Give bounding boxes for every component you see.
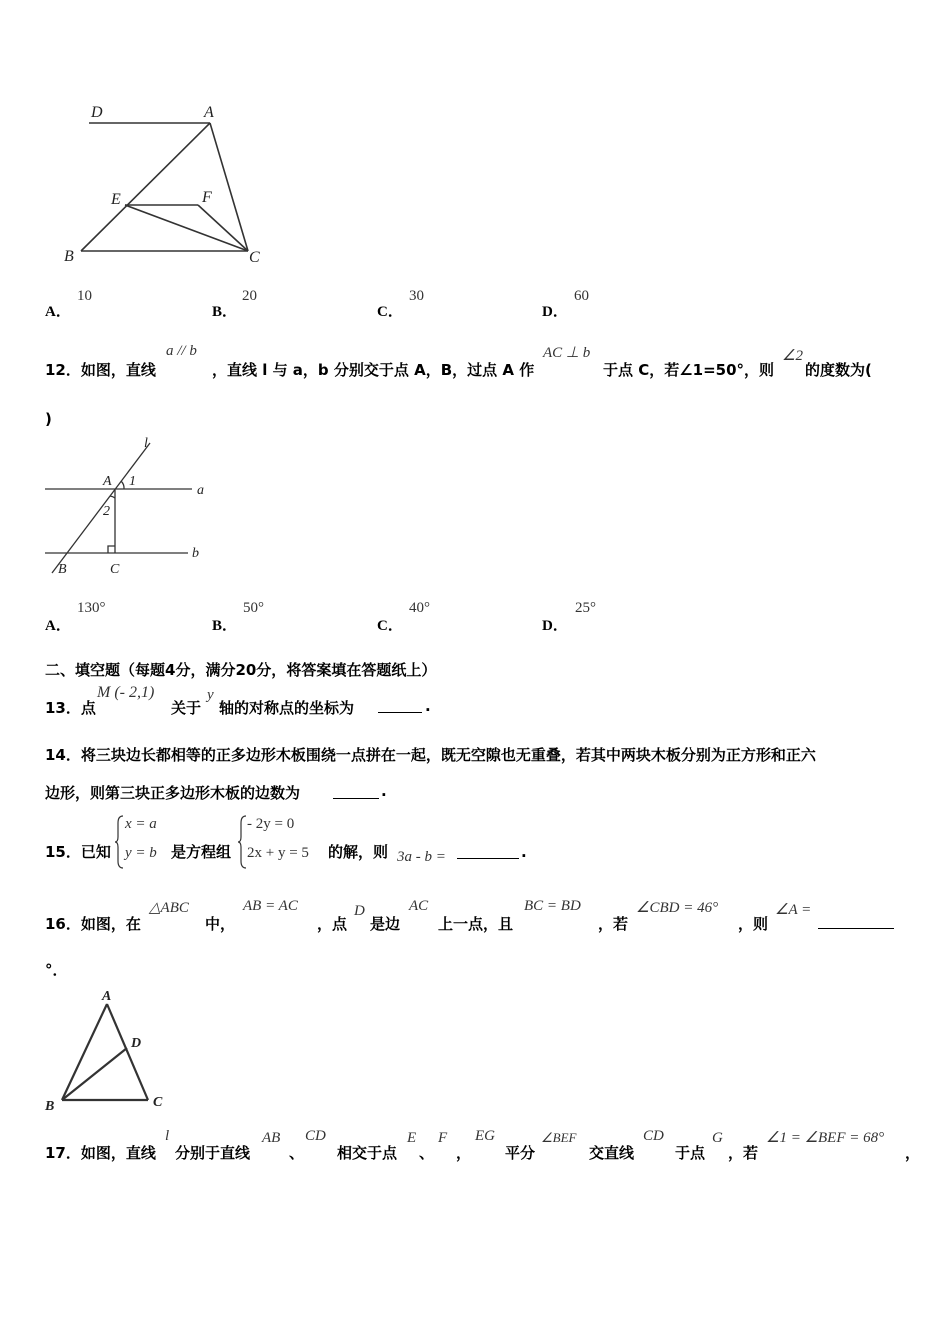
q16-math-5: BC = BD — [524, 898, 581, 914]
q17-text-10: ，若 — [728, 1144, 759, 1162]
label-c-point: C — [110, 562, 120, 577]
q17-math-8: CD — [643, 1128, 664, 1144]
q11-option-d-value: 60 — [574, 288, 589, 304]
label-line-b: b — [192, 546, 199, 561]
q17-math-4: E — [407, 1130, 417, 1146]
label-a: A — [102, 989, 112, 1004]
q12-option-c-letter: C． — [377, 618, 403, 634]
label-c: C — [153, 1095, 163, 1110]
label-angle-2: 2 — [103, 504, 110, 519]
q13-text-1: 13．点 — [45, 699, 96, 717]
q12-option-b-value: 50° — [243, 600, 264, 616]
q12-option-b-letter: B． — [212, 618, 238, 634]
q12-option-d-letter: D． — [542, 618, 568, 634]
q17-text-8: 交直线 — [589, 1144, 635, 1162]
question-13 — [45, 682, 545, 718]
q11-option-d-letter: D． — [542, 304, 568, 320]
q17-math-9: G — [712, 1130, 723, 1146]
q15-text-2: 是方程组 — [171, 843, 232, 861]
line-ab — [81, 123, 210, 251]
q11-option-c-value: 30 — [409, 288, 424, 304]
q16-math-6: ∠CBD = 46° — [636, 900, 719, 916]
q15-system-1-eq-2: y = b — [125, 845, 157, 861]
q16-math-1: △ABC — [149, 900, 189, 916]
question-17 — [45, 1126, 925, 1166]
q15-answer-blank — [457, 858, 519, 859]
q13-text-end: . — [425, 697, 431, 715]
section-heading: 二、填空题（每题4分，满分20分，将答案填在答题纸上） — [45, 661, 437, 679]
q17-math-5: F — [438, 1130, 448, 1146]
line-ab — [62, 1004, 107, 1100]
q17-text-2: 分别于直线 — [175, 1144, 251, 1162]
q16-text-1: 16．如图，在 — [45, 915, 141, 933]
question-16 — [45, 897, 915, 977]
q13-text-2: 关于 — [171, 699, 202, 717]
label-line-a: a — [197, 483, 204, 498]
label-a-point: A — [103, 474, 112, 489]
line-bd — [62, 1048, 127, 1100]
question-15 — [45, 813, 645, 871]
q15-math-1: 3a - b = — [397, 849, 446, 865]
q16-answer-blank — [818, 928, 894, 929]
q15-system-2-eq-1: - 2y = 0 — [247, 816, 295, 832]
q17-text-7: 平分 — [505, 1144, 536, 1162]
angle-2-arc — [110, 496, 115, 498]
line-ac — [107, 1004, 148, 1100]
q12-text-4: 的度数为( — [805, 361, 872, 379]
q11-option-c-letter: C． — [377, 304, 403, 320]
label-angle-1: 1 — [129, 474, 136, 489]
q12-text-5: ) — [45, 410, 52, 428]
figure-q16 — [40, 987, 180, 1115]
label-c: C — [249, 249, 260, 266]
q16-text-5: 上一点，且 — [438, 915, 514, 933]
q16-line-2: °． — [45, 961, 68, 979]
q17-math-3: CD — [305, 1128, 326, 1144]
q16-math-3: D — [354, 903, 365, 919]
q12-options — [45, 600, 745, 634]
q14-line-2: 边形，则第三块正多边形木板的边数为 — [45, 784, 301, 802]
q13-text-3: 轴的对称点的坐标为 — [219, 699, 355, 717]
q12-text-3: 于点 C，若∠1=50°，则 — [603, 361, 775, 379]
q17-text-11: ， — [905, 1144, 921, 1162]
q17-text-4: 相交于点 — [337, 1144, 398, 1162]
q16-text-7: ，则 — [738, 915, 769, 933]
label-d: D — [91, 104, 103, 121]
q17-math-10: ∠1 = ∠BEF = 68° — [766, 1130, 885, 1146]
q14-answer-blank — [333, 798, 379, 799]
label-a: A — [204, 104, 214, 121]
q13-answer-blank — [378, 712, 422, 713]
q11-option-b-value: 20 — [242, 288, 257, 304]
q12-text-1: 12．如图，直线 — [45, 361, 156, 379]
q16-text-2: 中， — [205, 915, 236, 933]
q17-text-5: 、 — [419, 1144, 435, 1162]
label-b: B — [64, 248, 74, 265]
q12-math-3: ∠2 — [782, 348, 803, 364]
q16-math-4: AC — [409, 898, 429, 914]
q12-option-a-letter: A． — [45, 618, 71, 634]
angle-1-arc — [121, 481, 124, 489]
q16-text-3: ，点 — [317, 915, 348, 933]
line-ec — [125, 205, 248, 251]
label-b: B — [45, 1099, 55, 1114]
label-d: D — [131, 1036, 142, 1051]
q17-math-7: ∠BEF — [541, 1130, 577, 1145]
q17-math-6: EG — [475, 1128, 495, 1144]
q11-option-a-letter: A． — [45, 304, 71, 320]
q17-math-1: l — [165, 1128, 170, 1144]
q12-option-c-value: 40° — [409, 600, 430, 616]
q14-text-end: . — [381, 782, 387, 800]
label-e: E — [111, 191, 121, 208]
q17-text-3: 、 — [289, 1144, 305, 1162]
q11-options — [45, 288, 745, 318]
question-12 — [45, 340, 925, 430]
q15-system-1-eq-1: x = a — [125, 816, 157, 832]
q13-math-1: M (- 2,1) — [97, 684, 155, 701]
label-f: F — [202, 189, 212, 206]
q17-math-2: AB — [262, 1130, 281, 1146]
q14-line-1: 14．将三块边长都相等的正多边形木板围绕一点拼在一起，既无空隙也无重叠，若其中两块木板分别为正方形和正六 — [45, 746, 816, 764]
q17-text-9: 于点 — [675, 1144, 706, 1162]
q12-math-2: AC ⊥ b — [543, 345, 591, 361]
q11-option-b-letter: B． — [212, 304, 238, 320]
q16-math-2: AB = AC — [243, 898, 298, 914]
q17-text-1: 17．如图，直线 — [45, 1144, 156, 1162]
q16-math-7: ∠A = — [775, 902, 812, 918]
q11-option-a-value: 10 — [77, 288, 92, 304]
q12-option-d-value: 25° — [575, 600, 596, 616]
q15-text-1: 15．已知 — [45, 843, 111, 861]
label-l: l — [144, 436, 148, 451]
figure-q12 — [40, 435, 220, 577]
q12-option-a-value: 130° — [77, 600, 106, 616]
line-ac — [210, 123, 248, 251]
q15-text-3: 的解，则 — [328, 843, 389, 861]
q12-math-1: a // b — [166, 343, 197, 359]
q15-brace-1 — [115, 815, 125, 869]
q12-text-2: ，直线 l 与 a，b 分别交于点 A，B，过点 A 作 — [212, 361, 535, 379]
q16-text-4: 是边 — [370, 915, 401, 933]
right-angle-mark — [108, 546, 115, 553]
q16-text-6: ，若 — [598, 915, 629, 933]
q15-system-2-eq-2: 2x + y = 5 — [247, 845, 309, 861]
q13-math-2: y — [207, 687, 214, 703]
figure-q11 — [55, 98, 275, 270]
q17-text-6: ， — [456, 1144, 472, 1162]
question-14 — [45, 744, 915, 804]
label-b-point: B — [58, 562, 67, 577]
q15-text-end: . — [521, 843, 527, 861]
